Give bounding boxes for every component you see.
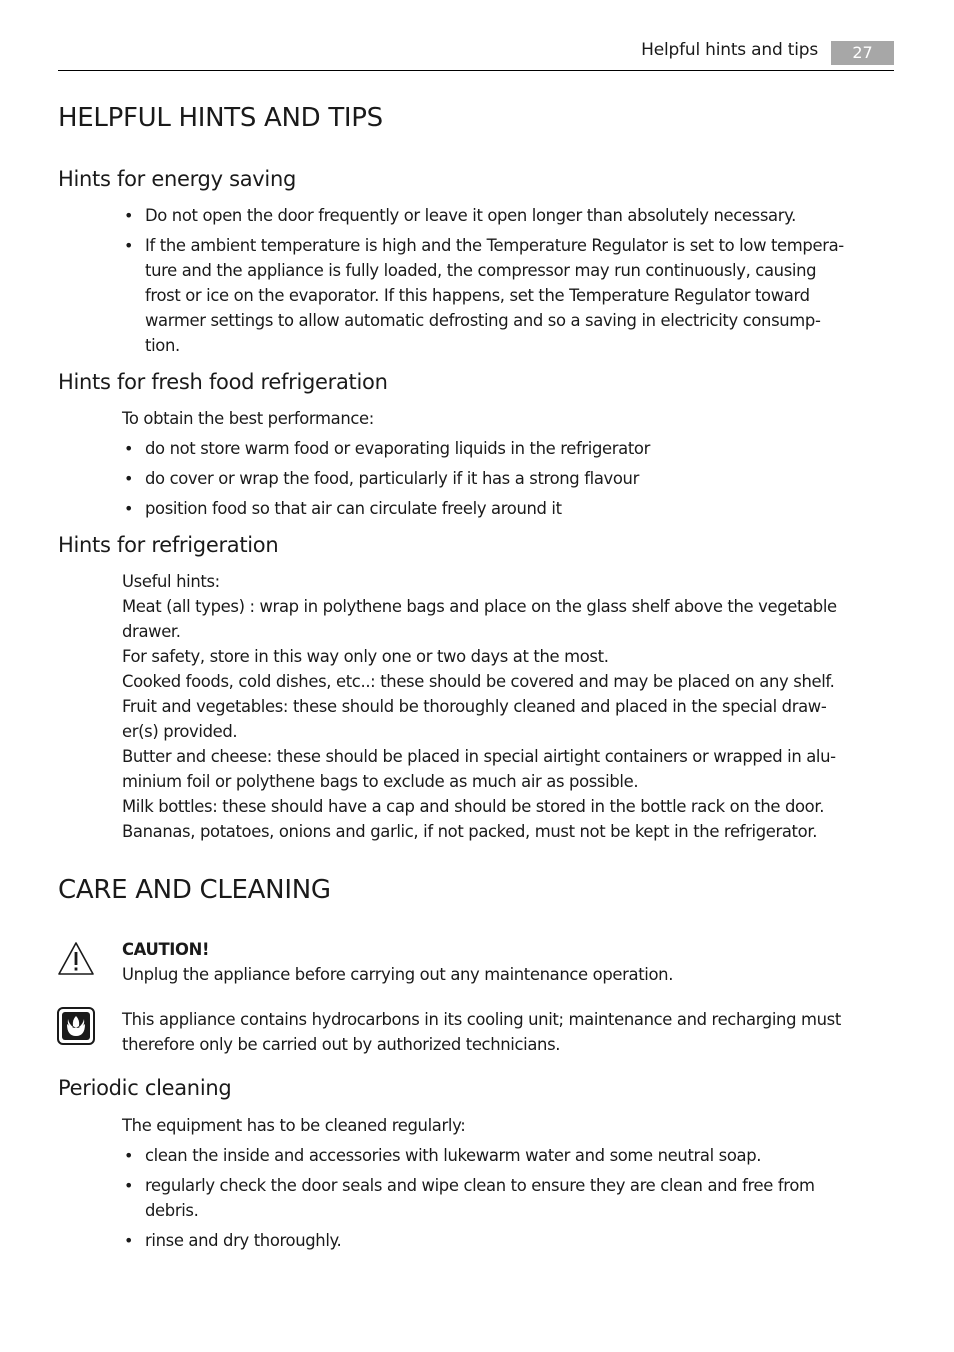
subheading-energy-saving: Hints for energy saving bbox=[58, 167, 296, 191]
list-item-line: frost or ice on the evaporator. If this happens, set the Temperature Regulator toward bbox=[145, 286, 810, 305]
list-item bbox=[122, 233, 894, 358]
text-line: Bananas, potatoes, onions and garlic, if not packed, must not be kept in the refrigerator. bbox=[122, 822, 818, 841]
fresh-food-intro: To obtain the best performance: bbox=[122, 409, 374, 428]
list-item-line: do not store warm food or evaporating liquids in the refrigerator bbox=[145, 439, 650, 458]
text-line: This appliance contains hydrocarbons in its cooling unit; maintenance and recharging must bbox=[122, 1010, 841, 1029]
page-number: 27 bbox=[831, 41, 894, 65]
environment-icon bbox=[57, 1007, 95, 1045]
text-line: therefore only be carried out by authorized technicians. bbox=[122, 1035, 561, 1054]
caution-notice bbox=[122, 937, 894, 987]
subheading-refrigeration: Hints for refrigeration bbox=[58, 533, 279, 557]
bullet-icon: • bbox=[124, 1176, 134, 1195]
bullet-icon: • bbox=[124, 439, 134, 458]
text-line: Butter and cheese: these should be placed in special airtight containers or wrapped in alu- bbox=[122, 747, 836, 766]
environment-note bbox=[122, 1007, 894, 1057]
running-header: Helpful hints and tips bbox=[641, 40, 818, 60]
list-item-line: rinse and dry thoroughly. bbox=[145, 1231, 342, 1250]
header-rule bbox=[58, 70, 894, 71]
bullet-icon: • bbox=[124, 1231, 134, 1250]
list-item-line: ture and the appliance is fully loaded, the compressor may run continuously, causing bbox=[145, 261, 817, 280]
bullet-icon: • bbox=[124, 1146, 134, 1165]
fresh-food-list bbox=[122, 436, 894, 526]
section-title-helpful-hints: HELPFUL HINTS AND TIPS bbox=[58, 103, 383, 133]
text-line: minium foil or polythene bags to exclude as much air as possible. bbox=[122, 772, 639, 791]
list-item bbox=[122, 496, 894, 521]
text-line: Useful hints: bbox=[122, 572, 220, 591]
list-item bbox=[122, 466, 894, 491]
list-item-line: debris. bbox=[145, 1201, 199, 1220]
subheading-fresh-food: Hints for fresh food refrigeration bbox=[58, 370, 388, 394]
list-item-line: regularly check the door seals and wipe clean to ensure they are clean and free from bbox=[145, 1176, 815, 1195]
section-title-care-cleaning: CARE AND CLEANING bbox=[58, 875, 331, 905]
periodic-cleaning-intro: The equipment has to be cleaned regularly: bbox=[122, 1116, 466, 1135]
energy-saving-list bbox=[122, 203, 894, 363]
text-line: drawer. bbox=[122, 622, 181, 641]
subheading-periodic-cleaning: Periodic cleaning bbox=[58, 1076, 232, 1100]
bullet-icon: • bbox=[124, 469, 134, 488]
bullet-icon: • bbox=[124, 206, 134, 225]
list-item bbox=[122, 1228, 894, 1253]
list-item bbox=[122, 1173, 894, 1223]
bullet-icon: • bbox=[124, 499, 134, 518]
list-item bbox=[122, 203, 894, 228]
caution-text: Unplug the appliance before carrying out any maintenance operation. bbox=[122, 965, 674, 984]
list-item bbox=[122, 1143, 894, 1168]
list-item-line: Do not open the door frequently or leave it open longer than absolutely necessary. bbox=[145, 206, 796, 225]
list-item-line: do cover or wrap the food, particularly if it has a strong flavour bbox=[145, 469, 639, 488]
list-item bbox=[122, 436, 894, 461]
caution-label: CAUTION! bbox=[122, 940, 210, 959]
periodic-cleaning-list bbox=[122, 1143, 894, 1258]
text-line: er(s) provided. bbox=[122, 722, 238, 741]
text-line: Cooked foods, cold dishes, etc..: these should be covered and may be placed on any shelf. bbox=[122, 672, 835, 691]
warning-triangle-icon bbox=[57, 940, 95, 978]
list-item-line: tion. bbox=[145, 336, 180, 355]
refrigeration-hints bbox=[122, 569, 894, 844]
text-line: Milk bottles: these should have a cap and should be stored in the bottle rack on the door. bbox=[122, 797, 825, 816]
list-item-line: warmer settings to allow automatic defrosting and so a saving in electricity consump- bbox=[145, 311, 821, 330]
list-item-line: position food so that air can circulate freely around it bbox=[145, 499, 562, 518]
bullet-icon: • bbox=[124, 236, 134, 255]
list-item-line: If the ambient temperature is high and the Temperature Regulator is set to low tempera- bbox=[145, 236, 844, 255]
list-item-line: clean the inside and accessories with lukewarm water and some neutral soap. bbox=[145, 1146, 762, 1165]
text-line: Meat (all types) : wrap in polythene bags and place on the glass shelf above the vegetable bbox=[122, 597, 837, 616]
text-line: For safety, store in this way only one or two days at the most. bbox=[122, 647, 609, 666]
text-line: Fruit and vegetables: these should be thoroughly cleaned and placed in the special draw- bbox=[122, 697, 827, 716]
